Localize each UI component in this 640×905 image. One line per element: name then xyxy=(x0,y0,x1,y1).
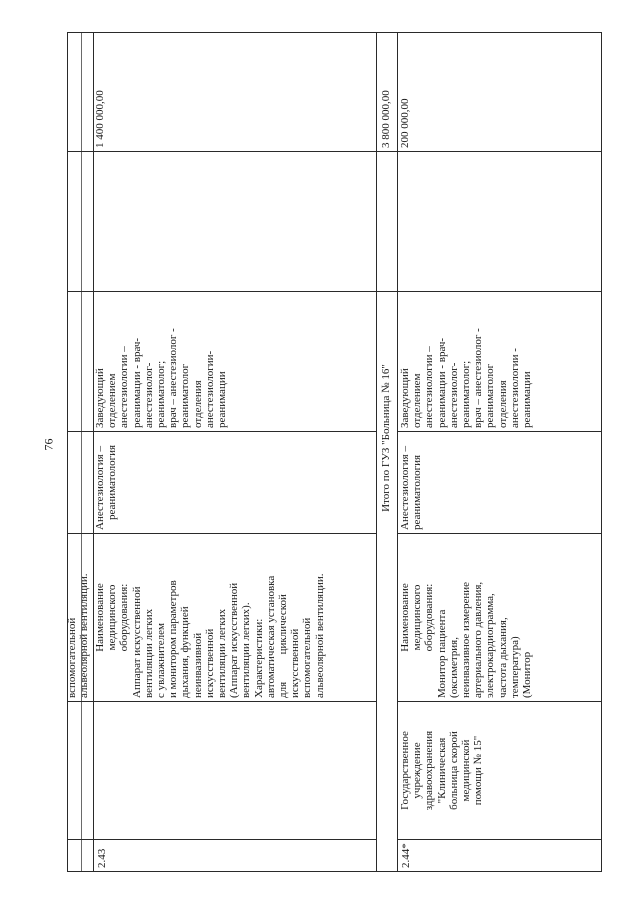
column-divider xyxy=(67,151,602,152)
position-line: отделением xyxy=(411,373,424,428)
equipment-line: артериального давления, xyxy=(472,581,485,698)
position-line: реаниматолог; xyxy=(460,360,473,428)
equipment-line: оборудования: xyxy=(423,583,436,652)
row-244-positions-cell xyxy=(398,292,601,431)
total-amount-cell xyxy=(379,33,397,151)
position-line: врач – анестезиолог - xyxy=(167,328,180,428)
total-label: Итого по ГУЗ "Больница № 16" xyxy=(380,364,392,512)
equipment-line: Характеристики: xyxy=(252,618,265,698)
page-number: 76 xyxy=(41,438,56,451)
equipment-line: медицинского xyxy=(106,584,119,651)
equipment-line: неинвазивное измерение xyxy=(460,581,473,698)
equipment-line: Монитор пациента xyxy=(435,609,448,698)
equipment-line: искусственной xyxy=(289,628,302,698)
profile-line: Анестезиология – xyxy=(399,446,411,530)
equipment-line: температура) xyxy=(508,636,521,698)
position-line: Заведующий xyxy=(94,368,106,428)
institution-line: Государственное xyxy=(399,731,411,810)
table-border-top xyxy=(67,32,68,872)
institution-line: медицинской xyxy=(460,739,473,802)
position-line: врач – анестезиолог - xyxy=(472,328,485,428)
table-border-bottom xyxy=(601,32,602,872)
row-243-equipment-cell xyxy=(93,534,376,701)
equipment-line: вентиляции легких xyxy=(216,608,229,698)
equipment-line: (Монитор xyxy=(521,651,534,698)
row-number: 2.44* xyxy=(400,843,412,868)
position-line: реаниматолог; xyxy=(155,360,168,428)
equipment-line: электрокардиограмма, xyxy=(484,593,497,698)
position-line: реанимации - врач- xyxy=(130,337,143,428)
row-244-number xyxy=(399,840,601,871)
position-line: Заведующий xyxy=(399,368,411,428)
rotated-table-sheet xyxy=(67,32,602,872)
equipment-line: (Аппарат искусственной xyxy=(228,582,241,698)
equipment-line: (оксиметрия, xyxy=(447,637,460,698)
equipment-line: вентиляции легких). xyxy=(240,602,253,698)
table-border-left xyxy=(67,871,602,872)
position-line: отделением xyxy=(106,373,119,428)
equipment-line: искусственной xyxy=(203,628,216,698)
table-inner-line xyxy=(81,32,82,872)
equipment-line: медицинского xyxy=(411,584,424,651)
institution-line: здравоохранения xyxy=(423,730,436,811)
position-line: анестезиологии - xyxy=(508,348,521,428)
equipment-line: дыхания, функцией xyxy=(179,606,192,698)
profile-line: Анестезиология – xyxy=(94,446,106,530)
position-line: отделения xyxy=(191,380,204,428)
row-244-institution-cell xyxy=(398,702,601,839)
row-243-positions-cell xyxy=(93,292,376,431)
total-amount: 3 800 000,00 xyxy=(380,90,392,148)
position-line: реанимации xyxy=(216,371,229,428)
amount-value: 1 400 000,00 xyxy=(94,90,106,148)
continuation-text-line: вспомогательной xyxy=(66,617,78,698)
institution-line: "Клиническая xyxy=(435,737,448,804)
equipment-line: и монитором параметров xyxy=(167,580,180,698)
position-line: анестезиолог- xyxy=(142,362,155,428)
row-243-number xyxy=(95,840,375,871)
equipment-line: автоматическая установка xyxy=(264,575,277,698)
row-243-profile-cell xyxy=(93,432,376,533)
equipment-line: с увлажнителем xyxy=(155,623,168,698)
row-244-amount-cell xyxy=(398,33,601,151)
equipment-line: Наименование xyxy=(94,583,106,652)
position-line: анестезиологии – xyxy=(423,346,436,428)
position-line: реанимации xyxy=(521,371,534,428)
equipment-line: для циклической xyxy=(277,594,290,698)
position-line: реанимации - врач- xyxy=(435,337,448,428)
equipment-line: альвеолярной вентиляции. xyxy=(313,573,326,698)
equipment-line: оборудования: xyxy=(118,583,131,652)
continuation-equipment-cell xyxy=(66,534,94,701)
position-line: анестезиолог- xyxy=(447,362,460,428)
total-label-cell xyxy=(379,152,397,871)
table-row-line xyxy=(376,32,377,872)
continuation-text-line: альвеолярной вентиляции. xyxy=(78,573,91,698)
equipment-line: вентиляции легких xyxy=(142,608,155,698)
row-number: 2.43 xyxy=(96,848,108,868)
equipment-line: Аппарат искусственной xyxy=(130,586,143,698)
position-line: реаниматолог xyxy=(179,363,192,428)
profile-line: реаниматология xyxy=(411,454,424,530)
position-line: реаниматолог xyxy=(484,363,497,428)
amount-value: 200 000,00 xyxy=(399,98,411,148)
institution-line: учреждение xyxy=(411,742,424,799)
position-line: отделения xyxy=(496,380,509,428)
institution-line: больница скорой xyxy=(447,731,460,810)
equipment-line: неинвазивной xyxy=(191,632,204,698)
column-divider xyxy=(67,701,376,702)
row-243-amount-cell xyxy=(93,33,376,151)
institution-line: помощи № 15" xyxy=(472,735,485,806)
equipment-line: Наименование xyxy=(399,583,411,652)
row-244-equipment-cell xyxy=(398,534,601,701)
equipment-line: частота дыхания, xyxy=(496,617,509,698)
equipment-line: вспомогательной xyxy=(301,617,314,698)
profile-line: реаниматология xyxy=(106,444,119,520)
position-line: анестезиологии – xyxy=(118,346,131,428)
row-244-profile-cell xyxy=(398,432,601,533)
position-line: анестезиологии- xyxy=(203,350,216,428)
